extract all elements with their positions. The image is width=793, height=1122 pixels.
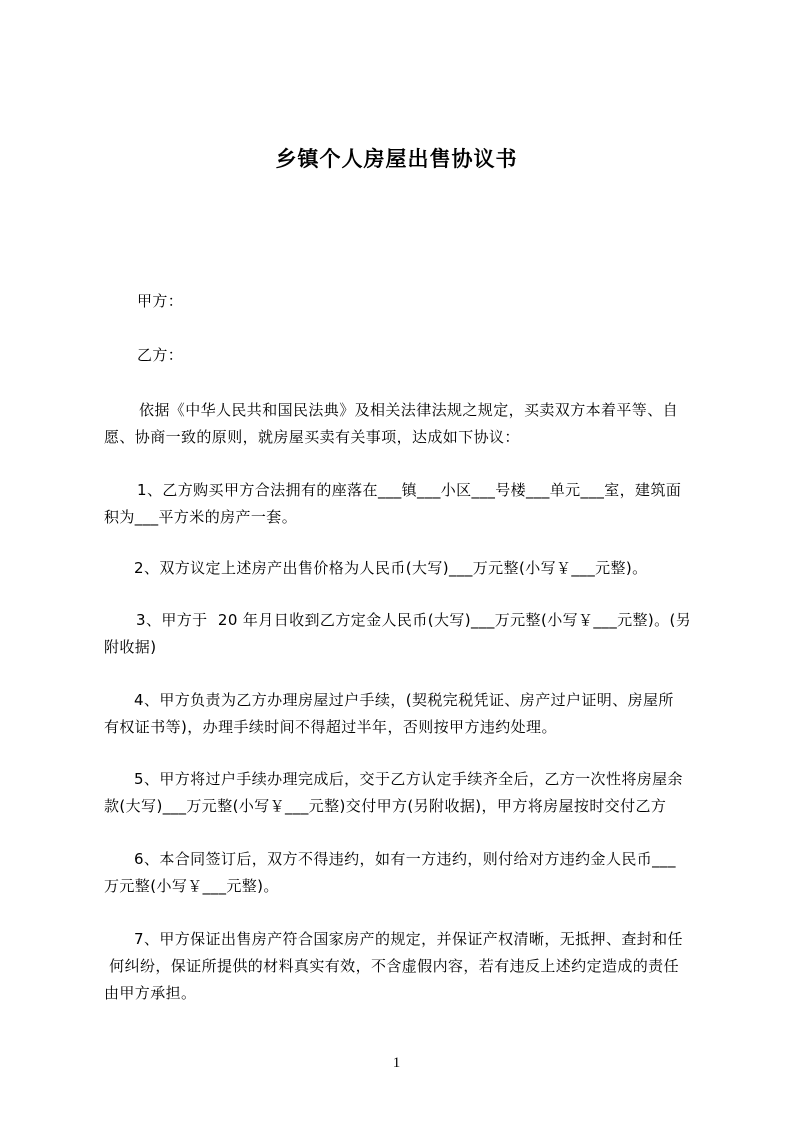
paragraph-line: 万元整(小写￥___元整)。	[104, 877, 279, 895]
paragraph-line: 附收据)	[104, 638, 157, 656]
paragraph-line: 2、双方议定上述房产出售价格为人民币(大写)___万元整(小写￥___元整)。	[134, 559, 648, 577]
paragraph-line: 积为___平方米的房产一套。	[104, 508, 298, 526]
paragraph-line: 4、甲方负责为乙方办理房屋过户手续，(契税完税凭证、房产过户证明、房屋所	[134, 691, 674, 709]
paragraph-line: 由甲方承担。	[104, 984, 197, 1002]
paragraph-line: 3、甲方于 20 年月日收到乙方定金人民币(大写)___万元整(小写￥___元整)。(另	[136, 611, 692, 629]
paragraph-line: 依据《中华人民共和国民法典》及相关法律法规之规定，买卖双方本着平等、自	[139, 401, 679, 419]
paragraph-line: 6、本合同签订后，双方不得违约，如有一方违约，则付给对方违约金人民币___	[134, 850, 676, 868]
party-b-label: 乙方：	[137, 346, 184, 364]
paragraph-line: 款(大写)___万元整(小写￥___元整)交付甲方(另附收据)，甲方将房屋按时交付乙方	[104, 797, 667, 815]
paragraph-line: 何纠纷，保证所提供的材料真实有效，不含虚假内容，若有违反上述约定造成的责任	[104, 957, 679, 975]
paragraph-line: 愿、协商一致的原则，就房屋买卖有关事项，达成如下协议：	[104, 428, 520, 446]
paragraph-line: 7、甲方保证出售房产符合国家房产的规定，并保证产权清晰，无抵押、查封和任	[134, 930, 683, 948]
paragraph-line: 1、乙方购买甲方合法拥有的座落在___镇___小区___号楼___单元___室，建筑面	[137, 481, 682, 499]
paragraph-line: 5、甲方将过户手续办理完成后，交于乙方认定手续齐全后，乙方一次性将房屋余	[134, 770, 683, 788]
document-title: 乡镇个人房屋出售协议书	[275, 147, 518, 171]
page-number: 1	[392, 1055, 401, 1071]
paragraph-line: 有权证书等)，办理手续时间不得超过半年，否则按甲方违约处理。	[104, 718, 557, 736]
party-a-label: 甲方：	[137, 292, 184, 310]
